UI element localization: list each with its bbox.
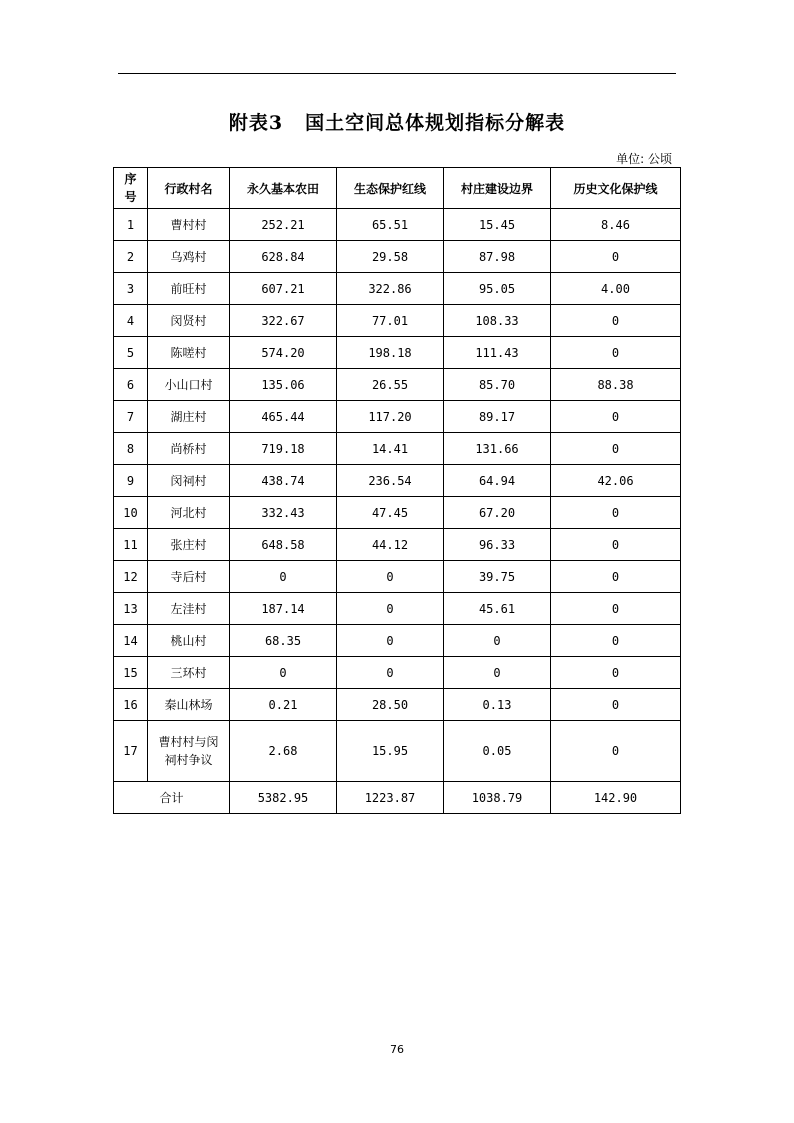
cell-heritage: 0 <box>551 497 681 529</box>
cell-village: 秦山林场 <box>148 689 230 721</box>
table-row-total <box>114 782 681 814</box>
cell-farmland: 574.20 <box>230 337 337 369</box>
cell-village: 河北村 <box>148 497 230 529</box>
cell-boundary: 0.13 <box>444 689 551 721</box>
title-main: 国土空间总体规划指标分解表 <box>305 112 566 134</box>
cell-ecology: 44.12 <box>337 529 444 561</box>
header-rule <box>118 73 676 74</box>
cell-farmland: 135.06 <box>230 369 337 401</box>
cell-heritage: 0 <box>551 721 681 782</box>
cell-village: 前旺村 <box>148 273 230 305</box>
cell-seq: 9 <box>114 465 148 497</box>
cell-heritage: 0 <box>551 337 681 369</box>
cell-ecology: 65.51 <box>337 209 444 241</box>
cell-village: 三环村 <box>148 657 230 689</box>
table-row <box>114 497 681 529</box>
cell-ecology: 0 <box>337 625 444 657</box>
header-boundary: 村庄建设边界 <box>444 168 551 209</box>
cell-farmland: 0.21 <box>230 689 337 721</box>
cell-seq: 8 <box>114 433 148 465</box>
header-farmland: 永久基本农田 <box>230 168 337 209</box>
cell-village: 小山口村 <box>148 369 230 401</box>
cell-seq: 2 <box>114 241 148 273</box>
header-ecology: 生态保护红线 <box>337 168 444 209</box>
cell-heritage: 42.06 <box>551 465 681 497</box>
table-row <box>114 593 681 625</box>
table-row <box>114 241 681 273</box>
cell-ecology: 236.54 <box>337 465 444 497</box>
table-row <box>114 401 681 433</box>
cell-boundary: 0.05 <box>444 721 551 782</box>
header-heritage: 历史文化保护线 <box>551 168 681 209</box>
table-row <box>114 273 681 305</box>
cell-farmland: 607.21 <box>230 273 337 305</box>
cell-seq: 7 <box>114 401 148 433</box>
indicator-table <box>113 167 681 814</box>
cell-village: 湖庄村 <box>148 401 230 433</box>
cell-boundary: 95.05 <box>444 273 551 305</box>
cell-seq: 1 <box>114 209 148 241</box>
cell-seq: 13 <box>114 593 148 625</box>
cell-heritage: 0 <box>551 657 681 689</box>
cell-boundary: 64.94 <box>444 465 551 497</box>
table-row <box>114 337 681 369</box>
table-row <box>114 689 681 721</box>
cell-village: 闵祠村 <box>148 465 230 497</box>
cell-total-heritage: 142.90 <box>551 782 681 814</box>
cell-village: 张庄村 <box>148 529 230 561</box>
table-row <box>114 625 681 657</box>
cell-ecology: 15.95 <box>337 721 444 782</box>
cell-total-label: 合计 <box>114 782 230 814</box>
cell-seq: 14 <box>114 625 148 657</box>
cell-boundary: 15.45 <box>444 209 551 241</box>
cell-heritage: 0 <box>551 241 681 273</box>
cell-total-farmland: 5382.95 <box>230 782 337 814</box>
cell-village: 桃山村 <box>148 625 230 657</box>
cell-boundary: 131.66 <box>444 433 551 465</box>
cell-boundary: 85.70 <box>444 369 551 401</box>
table-row <box>114 561 681 593</box>
cell-seq: 17 <box>114 721 148 782</box>
unit-label: 单位: 公顷 <box>616 152 672 166</box>
cell-village: 尚桥村 <box>148 433 230 465</box>
cell-farmland: 648.58 <box>230 529 337 561</box>
cell-heritage: 4.00 <box>551 273 681 305</box>
cell-ecology: 322.86 <box>337 273 444 305</box>
cell-seq: 6 <box>114 369 148 401</box>
page-title <box>0 108 794 135</box>
cell-heritage: 0 <box>551 561 681 593</box>
table-row <box>114 433 681 465</box>
cell-farmland: 438.74 <box>230 465 337 497</box>
header-seq-top: 序 <box>124 172 137 186</box>
table-row <box>114 657 681 689</box>
cell-seq: 4 <box>114 305 148 337</box>
cell-farmland: 2.68 <box>230 721 337 782</box>
cell-boundary: 45.61 <box>444 593 551 625</box>
cell-farmland: 322.67 <box>230 305 337 337</box>
cell-boundary: 96.33 <box>444 529 551 561</box>
cell-farmland: 628.84 <box>230 241 337 273</box>
table-row <box>114 369 681 401</box>
cell-ecology: 47.45 <box>337 497 444 529</box>
cell-ecology: 0 <box>337 593 444 625</box>
cell-boundary: 108.33 <box>444 305 551 337</box>
cell-village: 左洼村 <box>148 593 230 625</box>
cell-farmland: 68.35 <box>230 625 337 657</box>
cell-seq: 15 <box>114 657 148 689</box>
cell-ecology: 14.41 <box>337 433 444 465</box>
cell-village: 寺后村 <box>148 561 230 593</box>
cell-heritage: 0 <box>551 401 681 433</box>
cell-seq: 10 <box>114 497 148 529</box>
cell-boundary: 111.43 <box>444 337 551 369</box>
cell-seq: 12 <box>114 561 148 593</box>
cell-village: 乌鸡村 <box>148 241 230 273</box>
cell-total-boundary: 1038.79 <box>444 782 551 814</box>
cell-seq: 11 <box>114 529 148 561</box>
cell-heritage: 0 <box>551 305 681 337</box>
cell-ecology: 26.55 <box>337 369 444 401</box>
cell-village: 曹村村与闵祠村争议 <box>148 721 230 782</box>
cell-heritage: 0 <box>551 593 681 625</box>
cell-ecology: 77.01 <box>337 305 444 337</box>
header-village: 行政村名 <box>148 168 230 209</box>
cell-seq: 5 <box>114 337 148 369</box>
table-row <box>114 465 681 497</box>
cell-boundary: 67.20 <box>444 497 551 529</box>
table-row <box>114 209 681 241</box>
cell-heritage: 8.46 <box>551 209 681 241</box>
page-number: 76 <box>390 1043 404 1056</box>
cell-village: 陈嗟村 <box>148 337 230 369</box>
header-seq <box>114 168 148 209</box>
cell-seq: 3 <box>114 273 148 305</box>
cell-total-ecology: 1223.87 <box>337 782 444 814</box>
cell-boundary: 89.17 <box>444 401 551 433</box>
cell-heritage: 88.38 <box>551 369 681 401</box>
cell-farmland: 0 <box>230 561 337 593</box>
title-prefix: 附表3 <box>228 112 284 134</box>
cell-ecology: 0 <box>337 561 444 593</box>
cell-boundary: 39.75 <box>444 561 551 593</box>
cell-ecology: 198.18 <box>337 337 444 369</box>
cell-heritage: 0 <box>551 529 681 561</box>
table-row-disputed <box>114 721 681 782</box>
cell-ecology: 117.20 <box>337 401 444 433</box>
cell-village: 曹村村 <box>148 209 230 241</box>
cell-farmland: 332.43 <box>230 497 337 529</box>
cell-ecology: 29.58 <box>337 241 444 273</box>
cell-heritage: 0 <box>551 625 681 657</box>
cell-heritage: 0 <box>551 433 681 465</box>
cell-boundary: 0 <box>444 625 551 657</box>
cell-village: 闵贤村 <box>148 305 230 337</box>
table-row <box>114 529 681 561</box>
cell-ecology: 0 <box>337 657 444 689</box>
cell-farmland: 252.21 <box>230 209 337 241</box>
table-header-row <box>114 168 681 209</box>
header-seq-bottom: 号 <box>124 190 137 204</box>
cell-ecology: 28.50 <box>337 689 444 721</box>
cell-farmland: 0 <box>230 657 337 689</box>
cell-farmland: 719.18 <box>230 433 337 465</box>
cell-seq: 16 <box>114 689 148 721</box>
cell-heritage: 0 <box>551 689 681 721</box>
cell-farmland: 187.14 <box>230 593 337 625</box>
cell-boundary: 87.98 <box>444 241 551 273</box>
cell-boundary: 0 <box>444 657 551 689</box>
cell-farmland: 465.44 <box>230 401 337 433</box>
table-row <box>114 305 681 337</box>
